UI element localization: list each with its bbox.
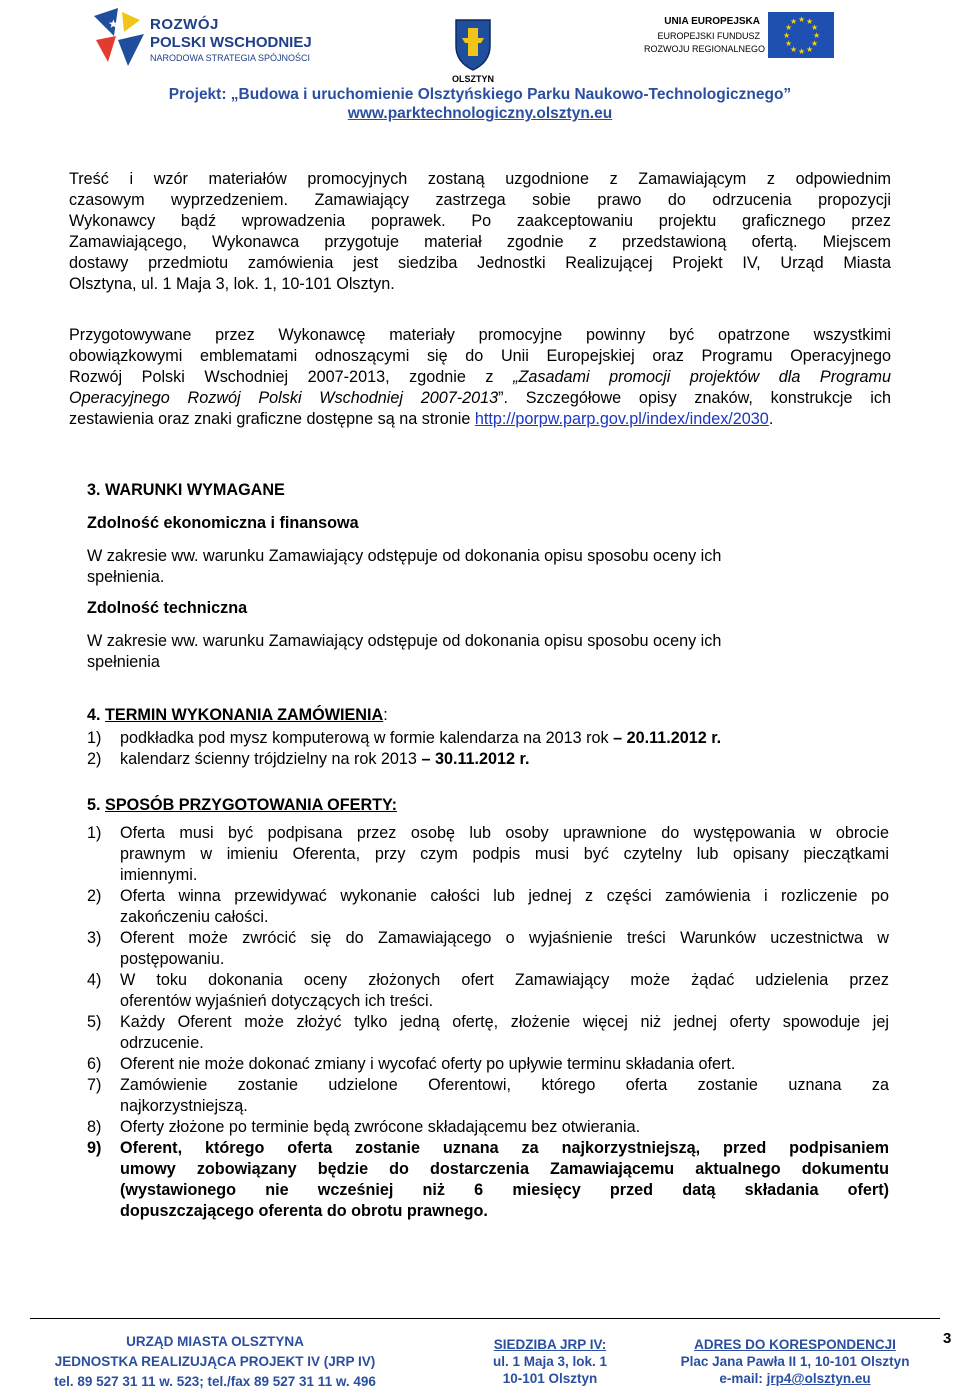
list-item xyxy=(87,823,889,886)
svg-text:★: ★ xyxy=(811,23,819,32)
footer-seat-city: 10-101 Olsztyn xyxy=(502,1371,598,1386)
eu-flag-icon xyxy=(768,12,834,58)
footer-email-label: e-mail: xyxy=(719,1371,767,1386)
footer-phone: tel. 89 527 31 11 w. 523; tel./fax 89 527 31 11 w. 496 xyxy=(54,1374,376,1389)
item-line: Zamówienie zostanie udzielone Oferentowi, którego oferta zostanie uznana za xyxy=(120,1076,889,1094)
svg-text:★: ★ xyxy=(790,45,798,54)
item-text: kalendarz ścienny trójdzielny na rok 2013 xyxy=(120,750,422,768)
deadline-list xyxy=(87,728,889,770)
svg-text:★: ★ xyxy=(783,31,791,40)
item-number: 5) xyxy=(87,1013,102,1031)
eu-line1: UNIA EUROPEJSKA xyxy=(664,16,760,27)
svg-text:★: ★ xyxy=(798,47,806,56)
para1-line: czasowym wyprzedzeniem. Zamawiający zastrzega sobie prawo do odrzucenia propozycji xyxy=(69,191,891,209)
footer-divider xyxy=(30,1318,940,1319)
item-line: oferentów wyjaśnień dotyczących ich treści. xyxy=(120,992,434,1010)
list-item xyxy=(87,928,889,970)
technical-text xyxy=(87,631,887,673)
item-number: 4) xyxy=(87,971,102,989)
para2-line: Przygotowywane przez Wykonawcę materiały promocyjne powinny być opatrzone wszystkimi xyxy=(69,326,891,344)
para2-italic-text: Operacyjnego Rozwój Polski Wschodniej 2007-2013 xyxy=(69,389,499,407)
para1-line: Olsztyna, ul. 1 Maja 3, lok. 1, 10-101 Olsztyn. xyxy=(69,275,395,293)
project-title: Projekt: „Budowa i uruchomienie Olsztyńskiego Parku Naukowo-Technologicznego” xyxy=(168,86,792,103)
svg-text:★: ★ xyxy=(811,39,819,48)
item-number: 1) xyxy=(87,729,102,747)
para2-text: . xyxy=(768,410,774,428)
item-line: dopuszczającego oferenta do obrotu prawnego. xyxy=(120,1202,488,1220)
item-line: odrzucenie. xyxy=(120,1034,204,1052)
eu-line2: EUROPEJSKI FUNDUSZ xyxy=(657,31,760,41)
eu-logo xyxy=(644,12,836,58)
footer-office xyxy=(10,1332,420,1392)
olsztyn-label: OLSZTYN xyxy=(452,74,494,84)
list-item xyxy=(87,728,889,749)
eu-line3: ROZWOJU REGIONALNEGO xyxy=(644,44,766,54)
para2-line xyxy=(69,388,891,409)
footer-email-link[interactable]: jrp4@olsztyn.eu xyxy=(766,1371,871,1386)
section-5-title: SPOSÓB PRZYGOTOWANIA OFERTY: xyxy=(105,796,398,814)
rozwoj-polski-wschodniej-logo xyxy=(88,6,328,70)
svg-text:★: ★ xyxy=(813,31,821,40)
section-4-title: TERMIN WYKONANIA ZAMÓWIENIA xyxy=(105,706,384,724)
para2-text: zestawienia oraz znaki graficzne dostępne są na stronie xyxy=(69,410,475,428)
footer-seat xyxy=(450,1336,650,1387)
item-line: Oferta musi być podpisana przez osobę lub osoby uprawnione do występowania w obrocie xyxy=(120,824,889,842)
item-number: 8) xyxy=(87,1118,102,1136)
list-item xyxy=(87,886,889,928)
item-line: umowy zobowiązany będzie do dostarczenia Zamawiającemu aktualnego dokumentu xyxy=(120,1160,889,1178)
para2-italic-text: „Zasadami promocji projektów dla Programu xyxy=(513,368,892,386)
list-item xyxy=(87,1138,889,1222)
para2-line xyxy=(69,409,891,430)
list-item xyxy=(87,970,889,1012)
para1-line: Wykonawcy bądź wprowadzenia poprawek. Po zaakceptowaniu projektu graficznego przez xyxy=(69,212,891,230)
item-line: W toku dokonania oceny złożonych ofert Zamawiający może żądać udzielenia przez xyxy=(120,971,889,989)
item-line: prawnym w imieniu Oferenta, przy czym podpis musi być czytelny lub opisany pieczątkami xyxy=(120,845,889,863)
project-url-link[interactable]: www.parktechnologiczny.olsztyn.eu xyxy=(347,105,613,122)
para2-line xyxy=(69,367,891,388)
item-number: 2) xyxy=(87,750,102,768)
item-line: Oferent, którego oferta zostanie uznana za najkorzystniejszą, przed podpisaniem xyxy=(120,1139,889,1157)
section-4-heading xyxy=(87,706,388,725)
list-item xyxy=(87,1054,889,1075)
text-line: spełnienia xyxy=(87,653,160,671)
rpw-title-2: POLSKI WSCHODNIEJ xyxy=(150,34,312,51)
section-5-heading xyxy=(87,796,397,815)
svg-text:★: ★ xyxy=(785,39,793,48)
item-line: imiennymi. xyxy=(120,866,198,884)
item-number: 3) xyxy=(87,929,102,947)
item-line: Oferta winna przewidywać wykonanie całości lub jednej z części zamówienia i rozliczenie po xyxy=(120,887,889,905)
item-date: – 30.11.2012 r. xyxy=(421,750,530,768)
item-line: Oferent nie może dokonać zmiany i wycofać oferty po upływie terminu składania ofert. xyxy=(120,1055,736,1073)
economic-text xyxy=(87,546,887,588)
subheading-technical: Zdolność techniczna xyxy=(87,599,248,617)
paragraph-emblems xyxy=(69,325,891,430)
item-line: Każdy Oferent może złożyć tylko jedną ofertę, złożenie więcej niż jednej oferty spowoduje jej xyxy=(120,1013,889,1031)
footer-correspondence xyxy=(660,1336,930,1387)
item-line: Oferent może zwrócić się do Zamawiającego o wyjaśnienie treści Warunków uczestnictwa w xyxy=(120,929,889,947)
rpw-subtitle: NARODOWA STRATEGIA SPÓJNOŚCI xyxy=(150,53,311,63)
list-item xyxy=(87,749,889,770)
item-number: 7) xyxy=(87,1076,102,1094)
olsztyn-shield-icon xyxy=(448,16,498,72)
section-5-number: 5. xyxy=(87,796,101,814)
svg-text:★: ★ xyxy=(806,45,814,54)
para1-line: Treść i wzór materiałów promocyjnych zostaną uzgodnione z Zamawiającym z odpowiednim xyxy=(69,170,891,188)
item-number: 2) xyxy=(87,887,102,905)
item-line: najkorzystniejszą. xyxy=(120,1097,248,1115)
svg-text:★: ★ xyxy=(798,15,806,24)
footer-seat-street: ul. 1 Maja 3, lok. 1 xyxy=(492,1354,608,1369)
svg-text:★: ★ xyxy=(790,17,798,26)
para1-line: dostawy przedmiotu zamówienia jest siedziba Jednostki Realizującej Projekt IV, Urząd Miasta xyxy=(69,254,891,272)
item-line: postępowaniu. xyxy=(120,950,225,968)
svg-text:★: ★ xyxy=(108,17,119,31)
footer-seat-title: SIEDZIBA JRP IV: xyxy=(493,1337,607,1352)
text-line: W zakresie ww. warunku Zamawiający odstępuje od dokonania opisu sposobu oceny ich xyxy=(87,547,722,565)
footer-office-name: URZĄD MIASTA OLSZTYNA xyxy=(126,1334,304,1349)
paragraph-promotional-materials xyxy=(69,169,891,295)
section-3-heading: 3. WARUNKI WYMAGANE xyxy=(87,481,285,499)
section-4-colon: : xyxy=(383,706,388,724)
item-text: podkładka pod mysz komputerową w formie kalendarza na 2013 rok xyxy=(120,729,614,747)
item-line: (wystawionego nie wcześniej niż 6 miesięcy przed datą składania ofert) xyxy=(120,1181,889,1199)
footer-correspondence-title: ADRES DO KORESPONDENCJI xyxy=(694,1337,896,1352)
para2-text: ”. Szczegółowe opisy znaków, konstrukcje ich xyxy=(498,389,891,407)
porpw-link[interactable]: http://porpw.parp.gov.pl/index/index/2030 xyxy=(474,410,769,428)
footer-unit-name: JEDNOSTKA REALIZUJĄCA PROJEKT IV (JRP IV) xyxy=(54,1354,376,1369)
svg-text:★: ★ xyxy=(785,23,793,32)
item-date: – 20.11.2012 r. xyxy=(613,729,722,747)
list-item xyxy=(87,1012,889,1054)
item-number: 1) xyxy=(87,824,102,842)
para1-line: Zamawiającego, Wykonawca przygotuje materiał zgodnie z przedstawioną ofertą. Miejscem xyxy=(69,233,891,251)
text-line: spełnienia. xyxy=(87,568,165,586)
item-line: zakończeniu całości. xyxy=(120,908,269,926)
subheading-economic: Zdolność ekonomiczna i finansowa xyxy=(87,514,359,532)
page-number: 3 xyxy=(943,1330,952,1347)
item-number: 9) xyxy=(87,1139,102,1157)
list-item xyxy=(87,1117,889,1138)
list-item xyxy=(87,1075,889,1117)
offer-preparation-list xyxy=(87,823,889,1222)
para2-text: Rozwój Polski Wschodniej 2007-2013, zgodnie z xyxy=(69,368,514,386)
footer-correspondence-address: Plac Jana Pawła II 1, 10-101 Olsztyn xyxy=(680,1354,910,1369)
text-line: W zakresie ww. warunku Zamawiający odstępuje od dokonania opisu sposobu oceny ich xyxy=(87,632,722,650)
item-line: Oferty złożone po terminie będą zwrócone składającemu bez otwierania. xyxy=(120,1118,641,1136)
para2-line: obowiązkowymi emblematami odnoszącymi się do Unii Europejskiej oraz Programu Operacyjnego xyxy=(69,347,891,365)
item-number: 6) xyxy=(87,1055,102,1073)
section-4-number: 4. xyxy=(87,706,101,724)
olsztyn-coat-of-arms xyxy=(448,16,498,84)
svg-text:★: ★ xyxy=(806,17,814,26)
rpw-title-1: ROZWÓJ xyxy=(150,16,219,33)
rpw-emblem-icon xyxy=(88,6,148,70)
